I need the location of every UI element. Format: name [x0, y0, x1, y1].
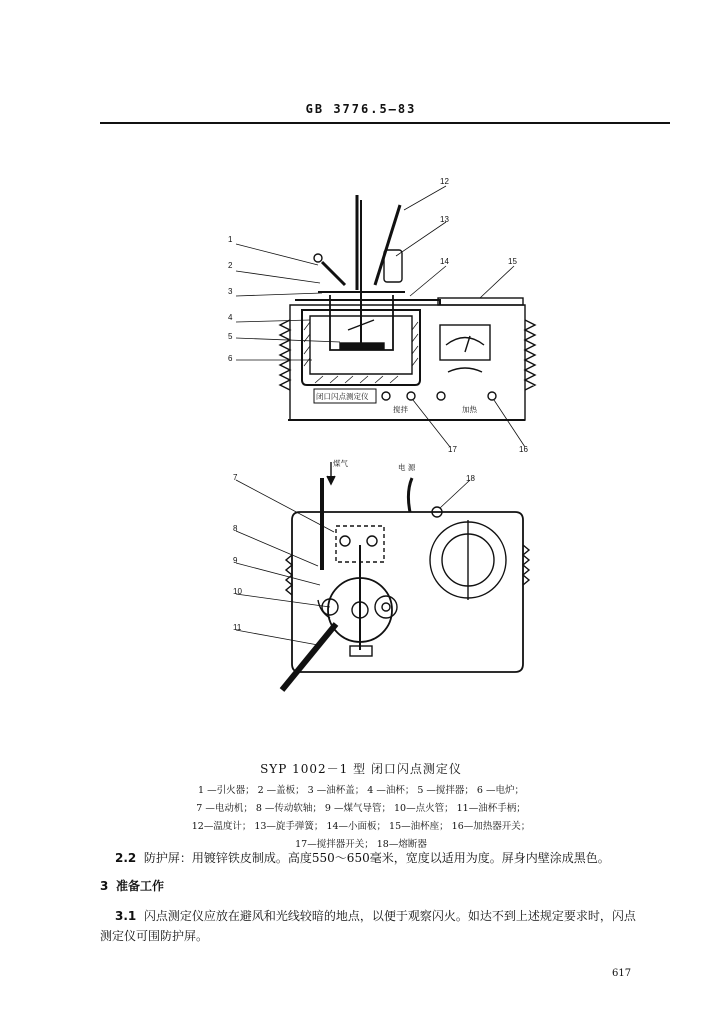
- callout-8: 8: [233, 524, 238, 533]
- callout-6: 6: [228, 354, 233, 363]
- callout-13: 13: [440, 215, 449, 224]
- section-title: 准备工作: [116, 879, 165, 893]
- device-nameplate: 闭口闪点测定仪: [316, 392, 369, 401]
- callout-5: 5: [228, 332, 233, 341]
- clause-text-line-1: 闪点测定仪应放在避风和光线较暗的地点，以便于观察闪火。如达不到上述规定要求时，闪点: [143, 909, 636, 923]
- clause-text: 防护屏：用镀锌铁皮制成。高度550～650毫米，宽度以适用为度。屏身内壁涂成黑色。: [143, 851, 610, 865]
- plan-view: [236, 462, 529, 690]
- callout-numbers: [228, 177, 528, 632]
- power-label: 电 源: [398, 463, 416, 472]
- clause-number: 3.1: [115, 909, 137, 923]
- callout-11: 11: [233, 623, 242, 632]
- front-section-view: [236, 186, 535, 447]
- figure-title: SYP 1002－1 型 闭口闪点测定仪: [260, 762, 462, 776]
- callout-10: 10: [233, 587, 242, 596]
- callout-18: 18: [466, 474, 475, 483]
- page-header: GB 3776.5—83: [305, 102, 417, 116]
- callout-7: 7: [233, 473, 238, 482]
- callout-12: 12: [440, 177, 449, 186]
- paragraph-3-1: [115, 906, 675, 926]
- heat-label: 加热: [462, 405, 477, 414]
- legend-line-3: 12—温度计； 13—旋手弹簧； 14—小面板； 15—油杯座； 16—加热器开关；: [191, 821, 531, 832]
- callout-4: 4: [228, 313, 233, 322]
- callout-15: 15: [508, 257, 517, 266]
- callout-14: 14: [440, 257, 449, 266]
- section-3-heading: [100, 876, 164, 896]
- callout-2: 2: [228, 261, 233, 270]
- callout-1: 1: [228, 235, 233, 244]
- clause-number: 2.2: [115, 851, 137, 865]
- callout-17: 17: [448, 445, 457, 454]
- paragraph-2-2: [115, 848, 695, 868]
- callout-16: 16: [519, 445, 528, 454]
- gas-label: 煤气: [333, 459, 348, 468]
- stir-label: 搅拌: [393, 405, 408, 414]
- callout-9: 9: [233, 556, 238, 565]
- legend-line-2: 7 —电动机； 8 —传动软轴； 9 —煤气导管； 10—点火管； 11—油杯手柄；: [196, 803, 526, 814]
- legend-line-1: 1 —引火器； 2 —盖板； 3 —油杯盖； 4 —油杯； 5 —搅拌器； 6 —电炉；: [198, 785, 524, 796]
- page-number: 617: [612, 968, 632, 979]
- section-number: 3: [100, 879, 109, 893]
- legend-line-4: 17—搅拌器开关； 18—熔断器: [295, 839, 427, 850]
- callout-3: 3: [228, 287, 233, 296]
- paragraph-3-1-continued: 测定仪可围防护屏。: [100, 929, 209, 943]
